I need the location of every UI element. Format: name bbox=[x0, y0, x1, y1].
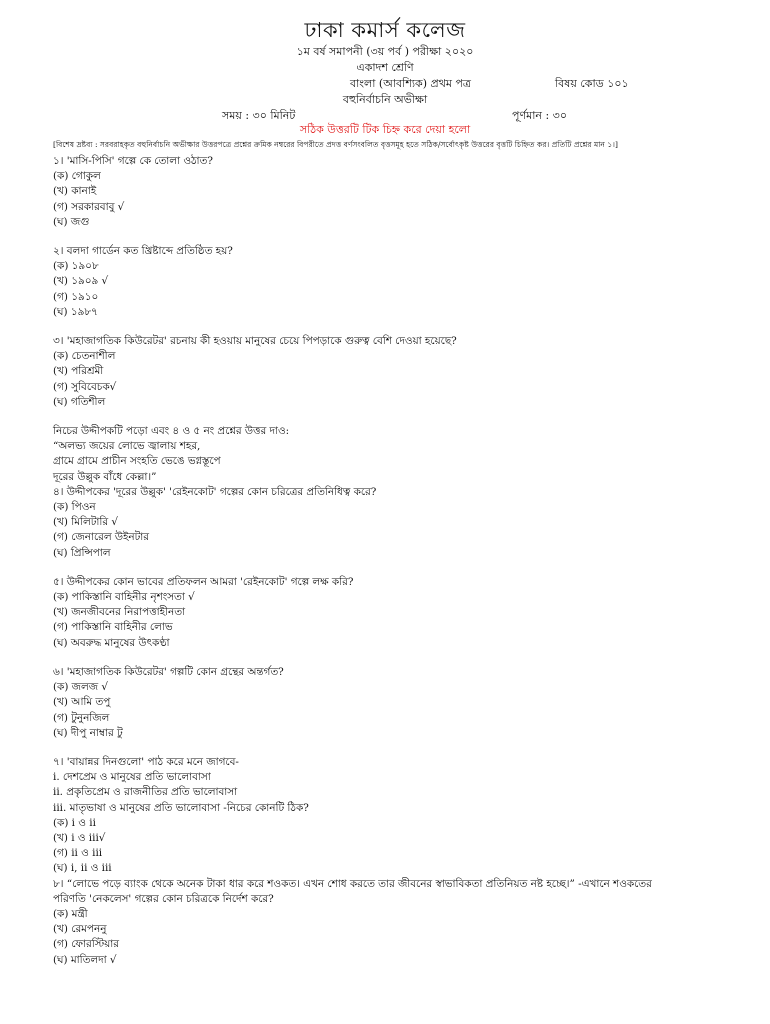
answer-option: (গ) সরকারবাবু √ bbox=[53, 200, 125, 213]
answer-option: (খ) কানাই bbox=[53, 185, 97, 198]
answer-option: (ঘ) i, ii ও iii bbox=[53, 862, 112, 875]
answer-option: (খ) i ও iii√ bbox=[53, 831, 106, 844]
exam-name: ১ম বর্ষ সমাপনী (৩য় পর্ব ) পরীক্ষা ২০২০ bbox=[296, 45, 474, 58]
question-text: ৮। “লোভে পড়ে ব্যাংক থেকে অনেক টাকা ধার করে শওকত। এখন শোধ করতে তার জীবনের স্বাভাবিকতা প্রতিনিয়ত নষ্ট হচ্ছে।” -এখানে শওকতের bbox=[53, 877, 652, 890]
answer-option: (ঘ) জগু bbox=[53, 215, 90, 228]
answer-option: (খ) ১৯০৯ √ bbox=[53, 275, 109, 288]
answer-option: (ঘ) প্রিন্সিপাল bbox=[53, 546, 111, 559]
answer-option: i. দেশপ্রেম ও মানুষের প্রতি ভালোবাসা bbox=[53, 771, 211, 784]
stimulus-line: “অলভ্য জয়ের লোভে জ্বালায় শহর, bbox=[53, 440, 201, 453]
answer-option: (খ) আমি তপু bbox=[53, 696, 111, 709]
question-8 bbox=[53, 877, 753, 968]
answer-option: (ক) মন্ত্রী bbox=[53, 907, 88, 920]
answer-option: (ক) গোকুল bbox=[53, 170, 101, 183]
subject-code: বিষয় কোড ১০১ bbox=[555, 77, 629, 90]
question-1 bbox=[53, 154, 753, 230]
question-4 bbox=[53, 424, 753, 561]
answer-option: (গ) টুনুনজিল bbox=[53, 711, 110, 724]
question-text: ৩। 'মহাজাগতিক কিউরেটর' রচনায় কী হওয়ায় মানুষের চেয়ে পিপড়াকে গুরুত্ব বেশি দেওয়া হয়েছে? bbox=[53, 335, 457, 348]
answer-option: (ক) জলজ √ bbox=[53, 681, 108, 694]
answer-option: (খ) রেমপননু bbox=[53, 923, 107, 936]
class-name: একাদশ শ্রেণি bbox=[356, 61, 414, 74]
college-name: ঢাকা কমার্স কলেজ bbox=[304, 18, 466, 42]
stimulus-line: নিচের উদ্দীপকটি পড়ো এবং ৪ ও ৫ নং প্রশ্নের উত্তর দাও: bbox=[53, 425, 290, 438]
answer-option: (ক) পিওন bbox=[53, 501, 96, 514]
answer-option: (ঘ) ১৯৮৭ bbox=[53, 305, 98, 318]
time-allowed: সময় : ৩০ মিনিট bbox=[222, 109, 296, 122]
question-text: ৪। উদ্দীপকের 'দূরের উল্লুক' 'রেইনকোট' গল্পের কোন চরিত্রের প্রতিনিধিত্ব করে? bbox=[53, 485, 377, 498]
answer-option: (ঘ) মাতিলদা √ bbox=[53, 953, 117, 966]
answer-option: (খ) পরিশ্রমী bbox=[53, 365, 104, 378]
answer-option: ii. প্রকৃতিপ্রেম ও রাজনীতির প্রতি ভালোবাসা bbox=[53, 786, 238, 799]
answer-option: (ক) পাকিস্তানি বাহিনীর নৃশংসতা √ bbox=[53, 591, 195, 604]
answer-option: (গ) ফোরস্টিয়ার bbox=[53, 938, 120, 951]
question-text: ১। 'মাসি-পিসি' গল্পে কে তোলা ওঠাত? bbox=[53, 155, 213, 167]
answer-option: (গ) জেনারেল উইনটার bbox=[53, 531, 149, 544]
question-list bbox=[53, 154, 753, 982]
answer-option: (ঘ) অবরুদ্ধ মানুষের উৎকণ্ঠা bbox=[53, 636, 170, 649]
question-7 bbox=[53, 755, 753, 877]
question-text: পরিণতি 'নেকলেস' গল্পের কোন চরিত্রকে নির্দেশ করে? bbox=[53, 892, 274, 905]
answer-option: (গ) পাকিস্তানি বাহিনীর লোভ bbox=[53, 621, 173, 634]
full-marks: পূর্ণমান : ৩০ bbox=[512, 109, 567, 122]
answer-option: (খ) জনজীবনের নিরাপত্তাহীনতা bbox=[53, 606, 186, 619]
answer-option: iii. মাতৃভাষা ও মানুষের প্রতি ভালোবাসা -নিচের কোনটি ঠিক? bbox=[53, 801, 309, 814]
question-text: ২। বলদা গার্ডেন কত খ্রিষ্টাব্দে প্রতিষ্ঠিত হয়? bbox=[53, 245, 233, 258]
answer-option: (গ) ১৯১০ bbox=[53, 290, 99, 303]
question-5 bbox=[53, 575, 753, 651]
test-type: বহুনির্বাচনি অভীক্ষা bbox=[342, 93, 428, 106]
question-text: ৫। উদ্দীপকের কোন ভাবের প্রতিফলন আমরা 'রেইনকোট' গল্পে লক্ষ করি? bbox=[53, 575, 354, 588]
answer-instruction: সঠিক উত্তরটি টিক চিহ্ন করে দেয়া হলো bbox=[299, 123, 471, 136]
answer-option: (ক) ১৯০৮ bbox=[53, 260, 99, 273]
question-6 bbox=[53, 665, 753, 741]
answer-option: (খ) মিলিটারি √ bbox=[53, 516, 118, 529]
question-text: ৭। 'বায়ান্নর দিনগুলো' পাঠ করে মনে জাগবে- bbox=[53, 755, 239, 768]
stimulus-line: গ্রামে গ্রামে প্রাচীন সংহতি ভেঙে ভগ্নস্তূপে bbox=[53, 455, 221, 468]
answer-option: (গ) সুবিবেচক√ bbox=[53, 380, 117, 393]
stimulus-line: দূরের উল্লুক বাঁধে কেল্লা।” bbox=[53, 470, 157, 483]
question-text: ৬। 'মহাজাগতিক কিউরেটর' গল্পটি কোন গ্রন্থের অন্তর্গত? bbox=[53, 665, 284, 678]
subject-name: বাংলা (আবশ্যিক) প্রথম পত্র bbox=[350, 77, 471, 90]
answer-option: (গ) ii ও iii bbox=[53, 847, 103, 860]
answer-option: (ক) চেতনাশীল bbox=[53, 350, 116, 363]
question-2 bbox=[53, 244, 753, 320]
special-note: [বিশেষ দ্রষ্টব্য : সরবরাহকৃত বহুনির্বাচনি অভীক্ষার উত্তরপত্রে প্রশ্নের ক্রমিক নম্বরের বিপরীতে প্রদত্ত বর্ণসংবলিত বৃত্তসমূহ হতে সঠিক/সর্বোৎকৃষ্ট উত্তরের বৃত্তটি চিহ্নিত কর। প্রতিটি প্রশ্নের মান ১।] bbox=[53, 140, 618, 149]
answer-option: (ঘ) দীপু নাম্বার টু bbox=[53, 726, 123, 739]
answer-option: (ঘ) গতিশীল bbox=[53, 395, 106, 408]
question-3 bbox=[53, 334, 753, 410]
answer-option: (ক) i ও ii bbox=[53, 816, 96, 829]
